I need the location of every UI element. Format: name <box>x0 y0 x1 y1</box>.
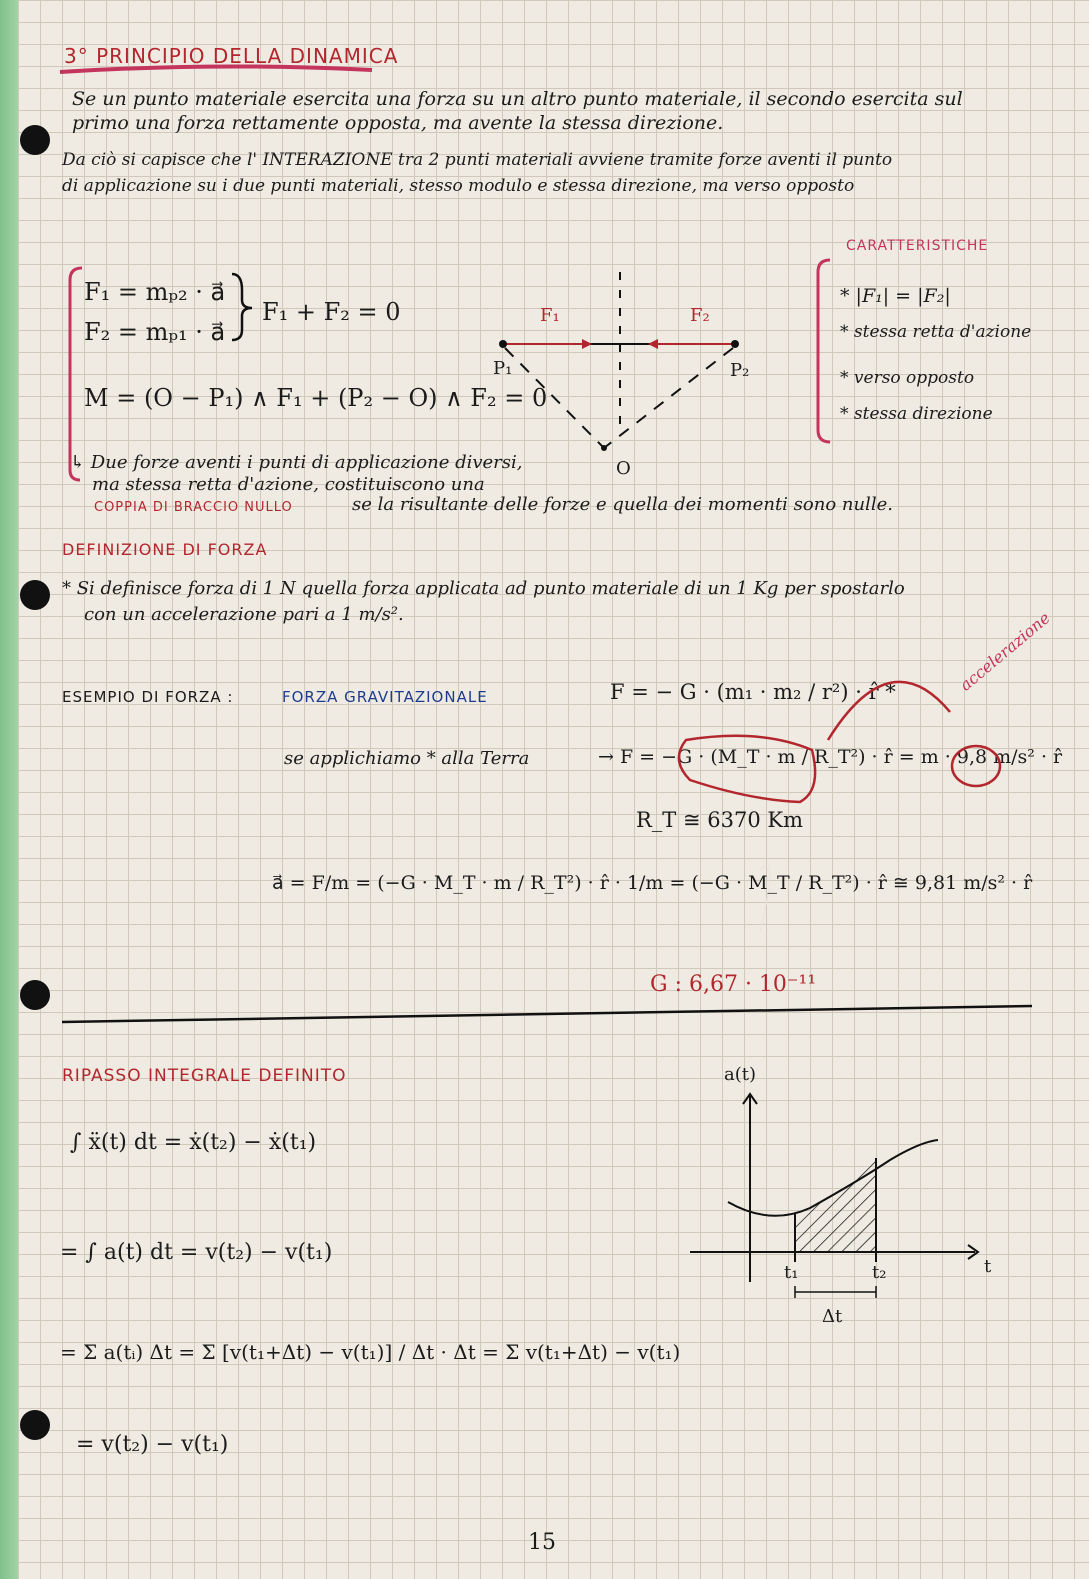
caratteristiche-title: CARATTERISTICHE <box>846 238 989 254</box>
coppia-line-1: ↳ Due forze aventi i punti di applicazione diversi, <box>70 452 523 473</box>
graph-y-label: a(t) <box>724 1064 757 1085</box>
gravitational-constant: G : 6,67 · 10⁻¹¹ <box>650 972 817 997</box>
integral-eq-2: = ∫ a(t) dt = v(t₂) − v(t₁) <box>60 1240 333 1265</box>
earth-radius: R_T ≅ 6370 Km <box>636 808 803 832</box>
caratteristica-item: * stessa retta d'azione <box>840 322 1032 342</box>
equation-sum: F₁ + F₂ = 0 <box>262 298 401 326</box>
caratteristica-item: * |F₁| = |F₂| <box>840 285 951 307</box>
intro-line-1: Se un punto materiale esercita una forza su un altro punto materiale, il secondo esercita sul <box>72 88 963 110</box>
coppia-line-2: ma stessa retta d'azione, costituiscono una <box>92 474 485 495</box>
coppia-term: COPPIA DI BRACCIO NULLO <box>94 500 293 515</box>
definizione-title: DEFINIZIONE DI FORZA <box>62 540 268 559</box>
graph-dt-label: Δt <box>822 1306 843 1327</box>
diagram-label-p2: P₂ <box>730 360 750 381</box>
integral-eq-3: = Σ a(tᵢ) Δt = Σ [v(t₁+Δt) − v(t₁)] / Δt · Δt = Σ v(t₁+Δt) − v(t₁) <box>60 1340 681 1364</box>
coppia-line-3: se la risultante delle forze e quella dei momenti sono nulle. <box>352 494 893 515</box>
integral-eq-1: ∫ ẍ(t) dt = ẋ(t₂) − ẋ(t₁) <box>70 1130 317 1155</box>
diagram-label-f2: F₂ <box>690 305 710 326</box>
graph-t1-label: t₁ <box>784 1262 799 1283</box>
apply-text: se applichiamo * alla Terra <box>284 748 530 769</box>
equation-f2: F₂ = mₚ₁ · a⃗ <box>84 318 226 346</box>
esempio-label: ESEMPIO DI FORZA : <box>62 688 234 706</box>
equation-moment: M = (O − P₁) ∧ F₁ + (P₂ − O) ∧ F₂ = 0 <box>84 384 548 412</box>
equation-f1: F₁ = mₚ₂ · a⃗ <box>84 278 226 306</box>
graph-t2-label: t₂ <box>872 1262 887 1283</box>
page-number: 15 <box>528 1530 556 1555</box>
integral-eq-4: = v(t₂) − v(t₁) <box>76 1432 229 1457</box>
diagram-label-o: O <box>616 458 631 479</box>
definizione-line-1: * Si definisce forza di 1 N quella forza applicata ad punto materiale di un 1 Kg per spostarlo <box>62 578 905 599</box>
definizione-line-2: con un accelerazione pari a 1 m/s². <box>84 604 404 625</box>
section-title-integrale: RIPASSO INTEGRALE DEFINITO <box>62 1066 347 1086</box>
accelerazione-annotation: accelerazione <box>956 608 1054 695</box>
graph-x-label: t <box>984 1256 992 1277</box>
caratteristica-item: * stessa direzione <box>840 404 993 424</box>
interaction-line-2: di applicazione su i due punti materiali, stesso modulo e stessa direzione, ma verso opposto <box>62 176 855 196</box>
caratteristica-item: * verso opposto <box>840 368 975 388</box>
diagram-label-p1: P₁ <box>493 358 513 379</box>
acceleration-equation: a⃗ = F/m = (−G · M_T · m / R_T²) · r̂ · 1/m = (−G · M_T / R_T²) · r̂ ≅ 9,81 m/s² · r̂ <box>272 872 1033 894</box>
intro-line-2: primo una forza rettamente opposta, ma avente la stessa direzione. <box>72 112 724 134</box>
diagram-label-f1: F₁ <box>540 305 560 326</box>
interaction-line-1: Da ciò si capisce che l' INTERAZIONE tra 2 punti materiali avviene tramite forze aventi il punto <box>62 150 893 170</box>
section-title-third-principle: 3° PRINCIPIO DELLA DINAMICA <box>64 44 399 68</box>
gravitation-law: F = − G · (m₁ · m₂ / r²) · r̂ * <box>610 680 896 704</box>
esempio-term: FORZA GRAVITAZIONALE <box>282 688 488 706</box>
apply-equation: → F = −G · (M_T · m / R_T²) · r̂ = m · 9,8 m/s² · r̂ <box>598 746 1063 768</box>
